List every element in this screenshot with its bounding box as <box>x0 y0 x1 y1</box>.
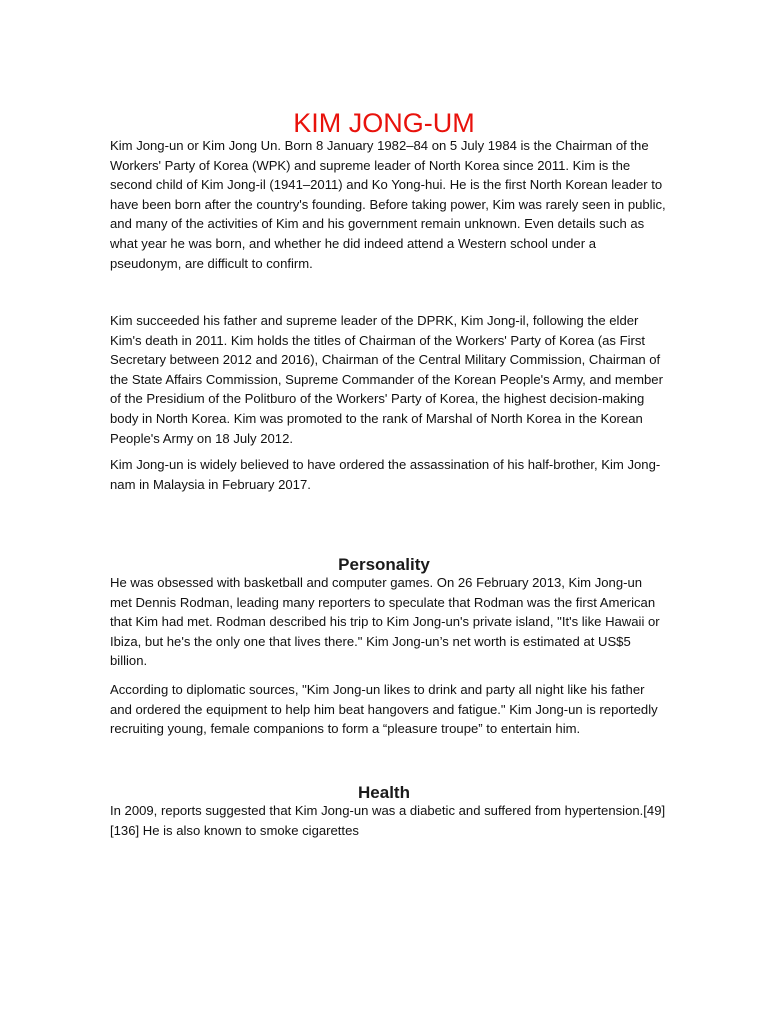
document-title: KIM JONG-UM <box>293 108 475 139</box>
health-paragraph-1: In 2009, reports suggested that Kim Jong-un was a diabetic and suffered from hypertension.[49][136] He is also known to smoke cigarettes <box>110 803 666 838</box>
health-heading: Health <box>358 783 410 803</box>
personality-paragraph-2: According to diplomatic sources, "Kim Jong-un likes to drink and party all night like his father and ordered the equipment to help him beat hangovers and fatigue." Kim Jong-un is reportedly recruiting young, female companions to form a “pleasure troupe” to entertain him. <box>110 682 658 737</box>
personality-heading: Personality <box>338 555 430 575</box>
personality-paragraph-1: He was obsessed with basketball and computer games. On 26 February 2013, Kim Jong-un met Dennis Rodman, leading many reporters to speculate that Rodman was the first American that Kim had met. Rodman described his trip to Kim Jong-un's private island, "It's like Hawaii or Ibiza, but he's the only one that lives there." Kim Jong-un’s net worth is estimated at US$5 billion. <box>110 575 660 669</box>
intro-paragraph-1: Kim Jong-un or Kim Jong Un. Born 8 January 1982–84 on 5 July 1984 is the Chairman of the Workers' Party of Korea (WPK) and supreme leader of North Korea since 2011. Kim is the second child of Kim Jong-il (1941–2011) and Ko Yong-hui. He is the first North Korean leader to have been born after the country's founding. Before taking power, Kim was rarely seen in public, and many of the activities of Kim and his government remain unknown. Even details such as what year he was born, and whether he did indeed attend a Western school under a pseudonym, are difficult to confirm. <box>110 138 666 271</box>
intro-paragraph-3: Kim Jong-un is widely believed to have ordered the assassination of his half-brother, Kim Jong-nam in Malaysia in February 2017. <box>110 457 661 492</box>
intro-paragraph-2: Kim succeeded his father and supreme leader of the DPRK, Kim Jong-il, following the elder Kim's death in 2011. Kim holds the titles of Chairman of the Workers' Party of Korea (as First Secretary between 2012 and 2016), Chairman of the Central Military Commission, Chairman of the State Affairs Commission, Supreme Commander of the Korean People's Army, and member of the Presidium of the Politburo of the Workers' Party of Korea, the highest decision-making body in North Korea. Kim was promoted to the rank of Marshal of North Korea in the Korean People's Army on 18 July 2012. <box>110 313 663 446</box>
